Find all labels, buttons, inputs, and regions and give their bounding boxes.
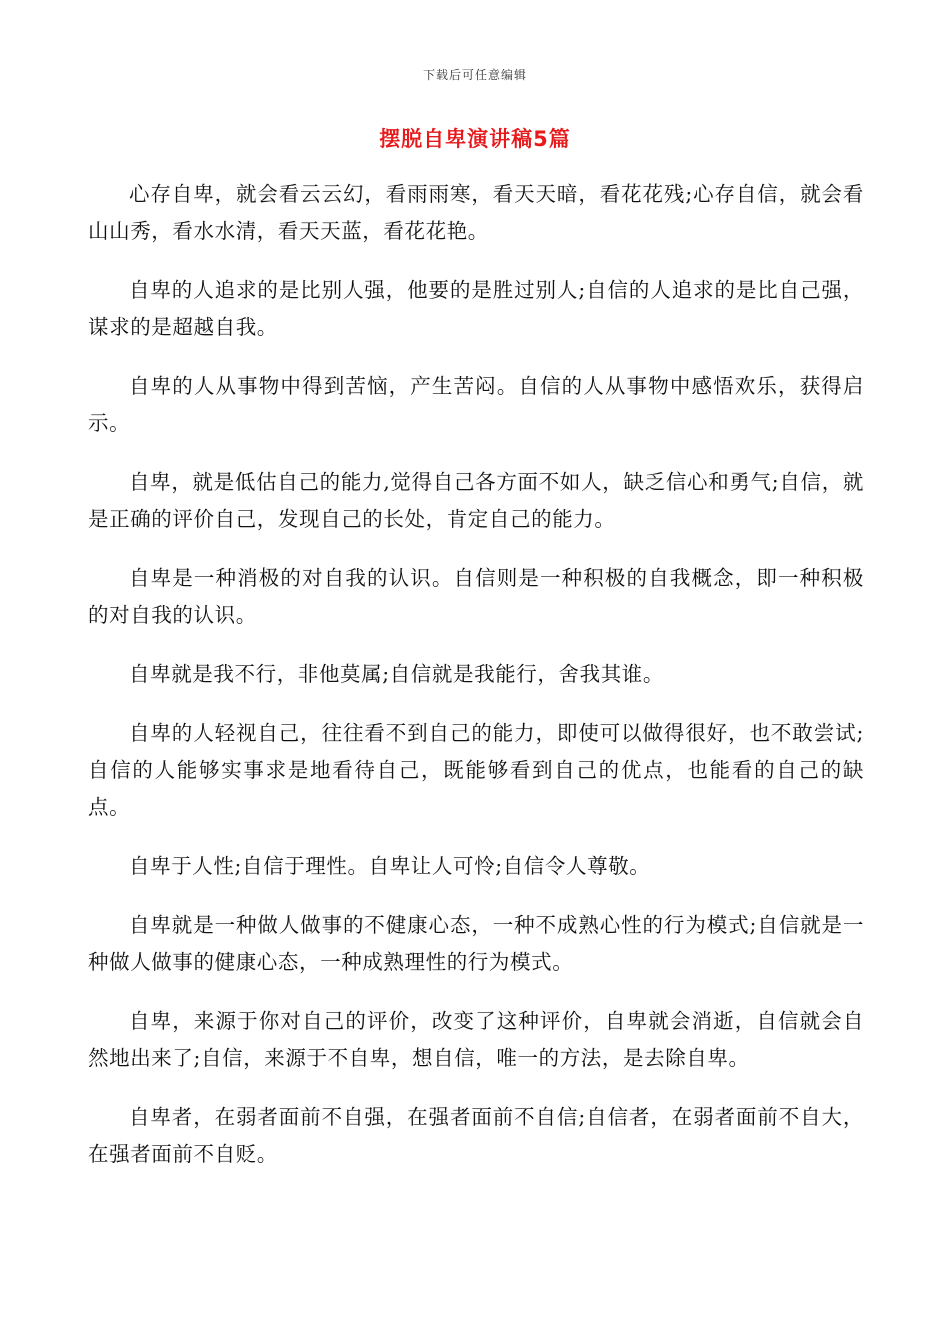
paragraph: 自卑就是一种做人做事的不健康心态，一种不成熟心性的行为模式;自信就是一种做人做事的健康心态，一种成熟理性的行为模式。 [88, 913, 864, 974]
paragraph: 自卑，来源于你对自己的评价，改变了这种评价，自卑就会消逝，自信就会自然地出来了;自信，来源于不自卑，想自信，唯一的方法，是去除自卑。 [88, 1009, 864, 1070]
paragraph: 自卑的人追求的是比别人强，他要的是胜过别人;自信的人追求的是比自己强，谋求的是超越自我。 [88, 278, 864, 339]
paragraph: 自卑是一种消极的对自我的认识。自信则是一种积极的自我概念，即一种积极的对自我的认识。 [88, 566, 864, 627]
header-note: 下载后可任意编辑 [422, 68, 527, 82]
paragraph: 自卑者，在弱者面前不自强，在强者面前不自信;自信者，在弱者面前不自大，在强者面前不自贬。 [88, 1105, 864, 1166]
document-body [88, 176, 864, 1195]
paragraph: 自卑的人轻视自己，往往看不到自己的能力，即使可以做得很好，也不敢尝试;自信的人能够实事求是地看待自己，既能够看到自己的优点，也能看的自己的缺点。 [88, 721, 864, 819]
paragraph: 自卑的人从事物中得到苦恼，产生苦闷。自信的人从事物中感悟欢乐，获得启示。 [88, 374, 864, 435]
paragraph: 自卑就是我不行，非他莫属;自信就是我能行，舍我其谁。 [129, 662, 665, 686]
document-title: 摆脱自卑演讲稿5篇 [379, 127, 571, 151]
paragraph: 心存自卑，就会看云云幻，看雨雨寒，看天天暗，看花花残;心存自信，就会看山山秀，看水水清，看天天蓝，看花花艳。 [88, 182, 864, 243]
paragraph: 自卑于人性;自信于理性。自卑让人可怜;自信令人尊敬。 [129, 854, 651, 878]
paragraph: 自卑，就是低估自己的能力,觉得自己各方面不如人，缺乏信心和勇气;自信，就是正确的评价自己，发现自己的长处，肯定自己的能力。 [88, 470, 864, 531]
